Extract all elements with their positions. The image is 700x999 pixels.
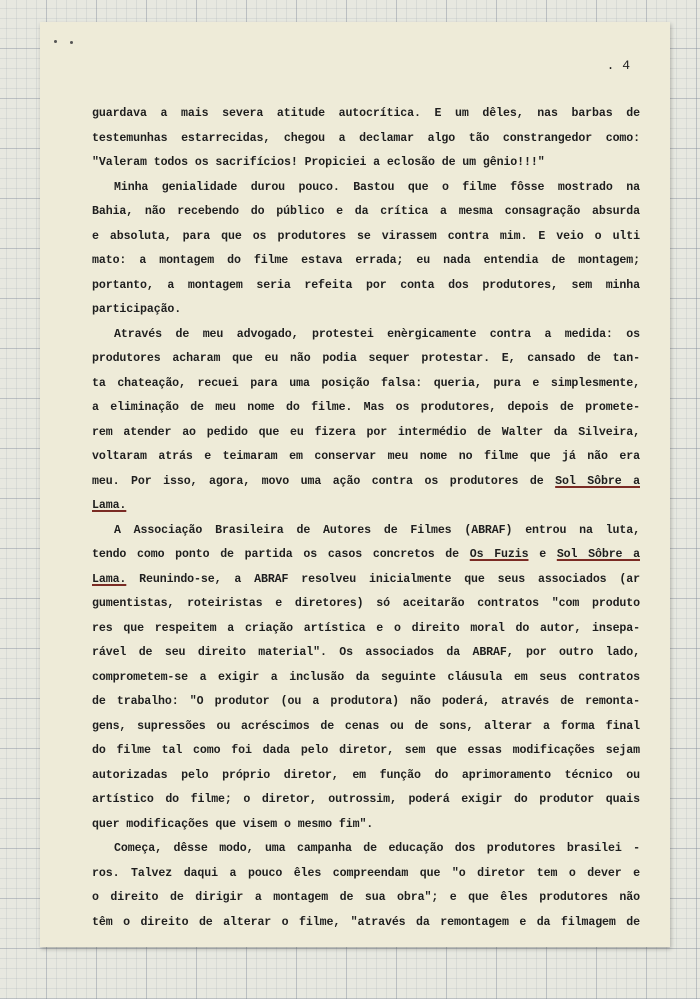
typewritten-page <box>40 22 670 947</box>
text-line <box>92 837 640 862</box>
text-run: "Valeram todos os sacrifícios! Propiciei a eclosão de um gênio!!!" <box>92 156 545 169</box>
text-run: tendo como ponto de partida os casos concretos de <box>92 548 470 561</box>
text-run: voltaram atrás e teimaram em conservar meu nome no filme que já não era <box>92 450 640 463</box>
text-line <box>92 911 640 936</box>
text-line <box>92 886 640 911</box>
text-run: produtores acharam que eu não podia sequer protestar. E, cansado de tan- <box>92 352 640 365</box>
text-run: testemunhas estarrecidas, chegou a declamar algo tão constrangedor como: <box>92 131 640 145</box>
text-run: A Associação Brasileira de Autores de Filmes (ABRAF) entrou na luta, <box>114 523 640 537</box>
text-run: o direito de dirigir a montagem de sua obra"; e que êles produtores não <box>92 891 640 904</box>
text-run: participação. <box>92 303 182 316</box>
text-line <box>92 543 640 568</box>
text-line <box>92 102 640 127</box>
text-line <box>92 249 640 274</box>
underlined-title: Lama. <box>92 499 127 512</box>
text-line <box>92 176 640 201</box>
text-run: meu. Por isso, agora, movo uma ação contra os produtores de <box>92 474 556 488</box>
text-run: comprometem-se a exigir a inclusão da seguinte cláusula em seus contratos <box>92 670 640 684</box>
text-run: ta chateação, recuei para uma posição falsa: queria, pura e simplesmente, <box>92 376 640 390</box>
underlined-title: Lama. <box>92 572 127 586</box>
text-run: Bahia, não recebendo do público e da crítica a mesma consagração absurda <box>92 205 640 218</box>
text-line <box>92 641 640 666</box>
text-run: Começa, dêsse modo, uma campanha de educação dos produtores brasilei - <box>114 842 640 855</box>
punch-mark <box>54 40 57 43</box>
text-line <box>92 519 640 544</box>
text-run: guardava a mais severa atitude autocrítica. E um dêles, nas barbas de <box>92 107 640 120</box>
text-line <box>92 323 640 348</box>
text-run: rável de seu direito material". Os associados da ABRAF, por outro lado, <box>92 646 640 659</box>
text-line <box>92 151 640 176</box>
text-run: e absoluta, para que os produtores se virassem contra mim. E veio o ulti <box>92 229 640 243</box>
text-run: Reunindo-se, a ABRAF resolveu inicialmente que seus associados (ar <box>126 572 640 586</box>
text-run: gumentistas, roteiristas e diretores) só aceitarão contratos "com produto <box>92 597 640 610</box>
text-line <box>92 568 640 593</box>
text-line <box>92 666 640 691</box>
text-line <box>92 372 640 397</box>
punch-mark <box>70 41 73 44</box>
underlined-title: Sol Sôbre a <box>556 548 640 561</box>
text-line <box>92 274 640 299</box>
text-line <box>92 617 640 642</box>
text-run: ros. Talvez daqui a pouco êles compreendam que "o diretor tem o dever e <box>92 866 640 880</box>
text-line <box>92 298 640 323</box>
text-line <box>92 445 640 470</box>
text-run: gens, supressões ou acréscimos de cenas ou de sons, alterar a forma final <box>92 719 640 733</box>
text-run: autorizadas pelo próprio diretor, em função do aprimoramento técnico ou <box>92 768 640 782</box>
text-line <box>92 592 640 617</box>
text-run: Através de meu advogado, protestei enèrgicamente contra a medida: os <box>114 327 640 341</box>
text-line <box>92 396 640 421</box>
text-run: mato: a montagem do filme estava errada; eu nada entendia de montagem; <box>92 254 640 267</box>
text-line <box>92 788 640 813</box>
text-run: quer modificações que visem o mesmo fim". <box>92 817 374 831</box>
text-line <box>92 764 640 789</box>
text-run: do filme tal como foi dada pelo diretor, sem que essas modificações sejam <box>92 744 640 757</box>
text-line <box>92 813 640 838</box>
text-run: rem atender ao pedido que eu fizera por intermédio de Walter da Silveira, <box>92 425 640 439</box>
text-run: portanto, a montagem seria refeita por conta dos produtores, sem minha <box>92 278 640 292</box>
text-run: têm o direito de alterar o filme, "através da remontagem e da filmagem de <box>92 915 640 929</box>
text-line <box>92 421 640 446</box>
text-run: res que respeitem a criação artística e o direito moral do autor, insepa- <box>92 621 640 635</box>
text-line <box>92 690 640 715</box>
underlined-title: Sol Sôbre a <box>555 474 640 488</box>
underlined-title: Os Fuzis <box>469 548 529 561</box>
text-line <box>92 470 640 495</box>
body-text <box>92 102 640 935</box>
page-number: . 4 <box>606 58 630 73</box>
text-line <box>92 715 640 740</box>
text-line <box>92 127 640 152</box>
text-line <box>92 739 640 764</box>
text-run: artístico do filme; o diretor, outrossim, poderá exigir do produtor quais <box>92 793 640 806</box>
text-line <box>92 200 640 225</box>
text-run: Minha genialidade durou pouco. Bastou que o filme fôsse mostrado na <box>114 180 640 194</box>
text-line <box>92 494 640 519</box>
text-line <box>92 862 640 887</box>
text-run: a eliminação de meu nome do filme. Mas os produtores, depois de promete- <box>92 401 640 414</box>
text-run: de trabalho: "O produtor (ou a produtora) não poderá, através de remonta- <box>92 695 640 708</box>
text-line <box>92 225 640 250</box>
text-line <box>92 347 640 372</box>
text-run: e <box>528 548 557 561</box>
